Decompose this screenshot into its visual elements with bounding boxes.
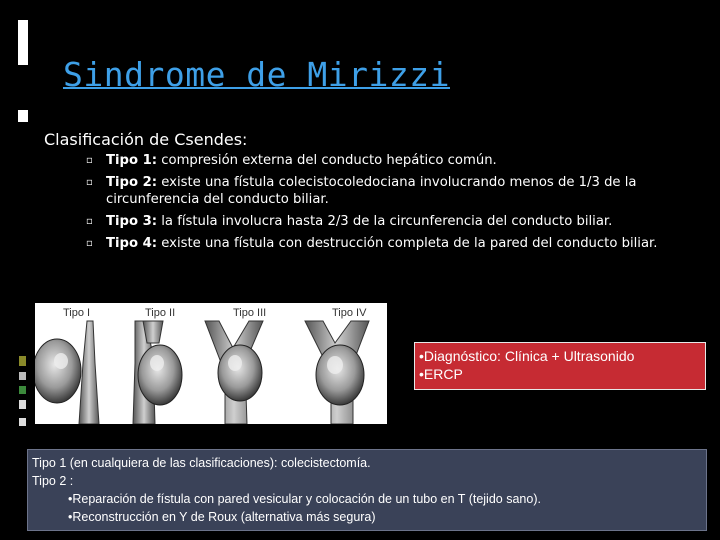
treatment-box	[27, 449, 707, 531]
bullet-text: la fístula involucra hasta 2/3 de la circunferencia del conducto biliar.	[157, 214, 613, 229]
list-item	[86, 213, 706, 230]
hollow-square-icon: ▫	[86, 177, 93, 188]
figure-label-tipo-3: Tipo III	[233, 307, 267, 319]
stripe-square	[19, 372, 26, 380]
stripe-square	[19, 356, 26, 366]
hollow-square-icon: ▫	[86, 216, 93, 227]
list-item	[86, 152, 706, 169]
figure-label-tipo-4: Tipo IV	[332, 307, 367, 319]
classification-list	[86, 152, 706, 257]
classification-heading: Clasificación de Csendes:	[44, 130, 248, 149]
type-3-drawing	[205, 321, 263, 424]
treatment-line: Tipo 2 :	[32, 474, 74, 488]
bullet-label: Tipo 4:	[106, 236, 158, 251]
diagnosis-box	[414, 342, 706, 390]
treatment-line: •Reparación de fístula con pared vesicular y colocación de un tubo en T (tejido sano).	[68, 492, 541, 506]
treatment-line: Tipo 1 (en cualquiera de las clasificaciones): colecistectomía.	[32, 456, 371, 470]
hollow-square-icon: ▫	[86, 155, 93, 166]
diagnosis-line: •Diagnóstico: Clínica + Ultrasonido	[419, 348, 635, 364]
type-1-drawing	[35, 321, 99, 424]
type-4-drawing	[305, 321, 369, 424]
stripe-block	[18, 110, 28, 122]
bullet-label: Tipo 1:	[106, 153, 158, 168]
mirizzi-types-figure	[35, 303, 387, 424]
bullet-text: existe una fístula con destrucción completa de la pared del conducto biliar.	[157, 236, 658, 251]
figure-label-tipo-2: Tipo II	[145, 307, 176, 319]
type-2-drawing	[133, 321, 182, 424]
bullet-text: existe una fístula colecistocoledociana involucrando menos de 1/3 de la circunferencia del conducto biliar.	[106, 175, 637, 207]
figure-label-tipo-1: Tipo I	[63, 307, 91, 319]
list-item	[86, 235, 706, 252]
bullet-text: compresión externa del conducto hepático común.	[157, 153, 497, 168]
diagnosis-line: •ERCP	[419, 366, 463, 382]
treatment-line: •Reconstrucción en Y de Roux (alternativa más segura)	[68, 510, 376, 524]
list-item	[86, 174, 706, 208]
slide-title: Sindrome de Mirizzi	[63, 55, 450, 94]
stripe-block	[18, 20, 28, 65]
stripe-square	[19, 386, 26, 394]
hollow-square-icon: ▫	[86, 238, 93, 249]
stripe-square	[19, 418, 26, 426]
bullet-label: Tipo 2:	[106, 175, 158, 190]
gallbladder-illustration	[35, 303, 387, 424]
bullet-label: Tipo 3:	[106, 214, 158, 229]
stripe-square	[19, 400, 26, 409]
